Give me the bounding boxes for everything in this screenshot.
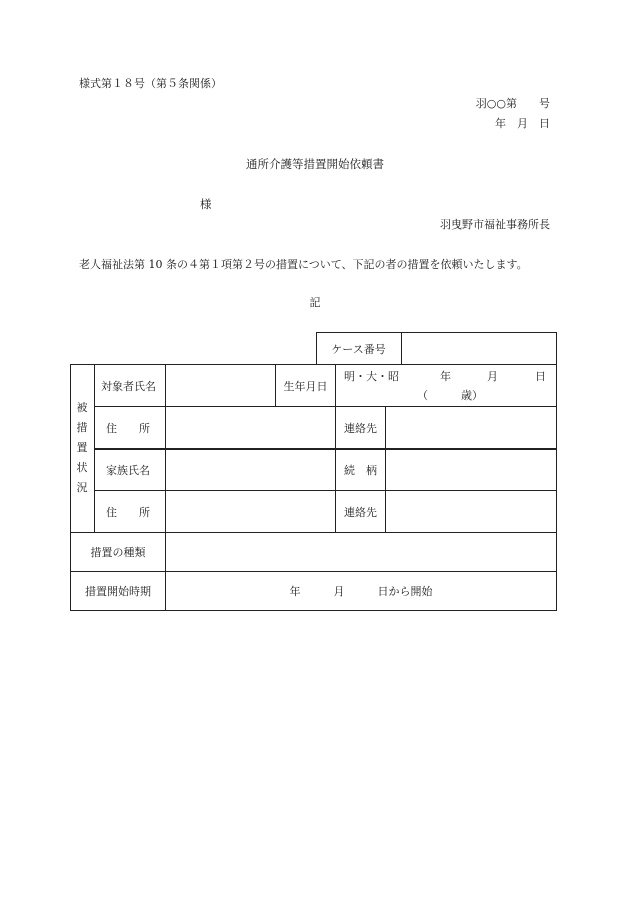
subject-name-field[interactable] [166, 365, 275, 406]
ki-heading: 記 [309, 296, 321, 309]
measure-type-label: 措置の種類 [90, 546, 146, 559]
case-number-label: ケース番号 [331, 342, 386, 356]
document-number: 羽○○第 号 [475, 97, 550, 110]
contact2-label: 連絡先 [344, 505, 377, 519]
addressee: 様 [200, 197, 212, 211]
section-label-vertical: 被 措 置 状 況 [76, 401, 88, 494]
era-label: 明・大・昭 [344, 370, 399, 383]
birth-year-label: 年 [440, 370, 451, 383]
form-number: 様式第１８号（第５条関係） [79, 77, 222, 90]
age-label: （ 歳） [417, 389, 483, 402]
document-date: 年 月 日 [495, 117, 550, 130]
birth-day-label: 日 [535, 370, 546, 383]
family-name-label: 家族氏名 [106, 464, 150, 477]
address-label: 住 所 [106, 421, 150, 435]
subject-name-label: 対象者氏名 [101, 379, 156, 393]
start-period-label: 措置開始時期 [85, 585, 151, 598]
document-title: 通所介護等措置開始依頼書 [246, 157, 384, 171]
case-number-field[interactable] [402, 333, 556, 364]
relationship-label: 続 柄 [344, 464, 377, 477]
birthdate-label: 生年月日 [283, 379, 328, 393]
address2-label: 住 所 [106, 505, 150, 519]
contact-label: 連絡先 [344, 421, 377, 435]
body-text: 老人福祉法第 10 条の４第１項第２号の措置について、下記の者の措置を依頼いたします。 [79, 258, 528, 271]
start-period-value: 年 月 日から開始 [289, 585, 433, 598]
sender: 羽曳野市福祉事務所長 [440, 218, 550, 231]
birth-month-label: 月 [487, 370, 498, 383]
